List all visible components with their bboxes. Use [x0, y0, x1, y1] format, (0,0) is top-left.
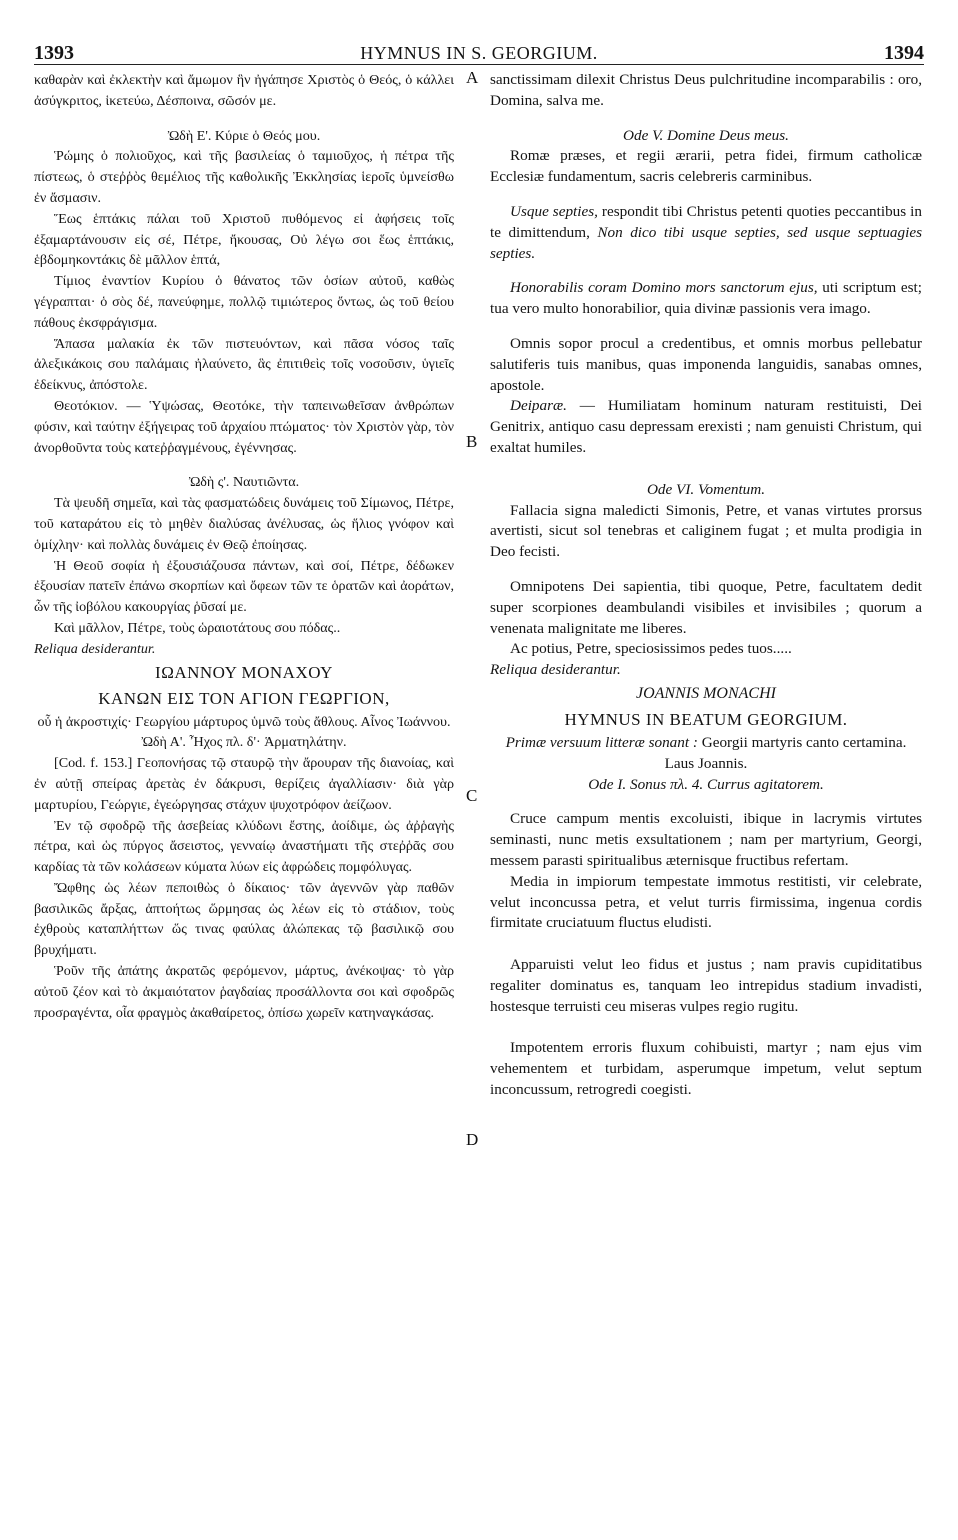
- latin-paragraph: [490, 202, 922, 264]
- running-title: HYMNUS IN S. GEORGIUM.: [360, 43, 598, 63]
- greek-paragraph: [Cod. f. 153.] Γεοπονήσας τῷ σταυρῷ τὴν ἄρουραν τῆς διανοίας, καὶ ἐν αὐτῇ σπείρας ἀρετὰς ἐν δάκρυσι, θερίζεις ἀγαλλίασιν· διὰ γὰρ μαρτυρίου, Γεώργιε, ἐγεώργησας στάχυν ψυχοτρόφον ἀείζωον.: [34, 755, 454, 813]
- right-page-number: 1394: [883, 42, 924, 64]
- latin-paragraph: Fallacia signa maledicti Simonis, Petre, et vanas virtutes prorsus avertisti, sicut sol tenebras et caliginem fugat ; et multa prodigia in Deo fecisti.: [490, 501, 922, 561]
- latin-paragraph: Impotentem erroris fluxum cohibuisti, martyr ; nam ejus vim vehementem et turbidam, asperumque impetum, velut septum inconcussum, retrogredi coegisti.: [490, 1039, 922, 1099]
- latin-paragraph: Media in impiorum tempestate immotus restitisti, vir celebrate, velut inconcussa petra, et velut turris firmissima, ingenua cordis firmitate cruciatuum fluctus eludisti.: [490, 872, 922, 932]
- latin-reliqua: Reliqua desiderantur.: [490, 661, 621, 679]
- latin-paragraph: [490, 396, 922, 458]
- greek-paragraph: Ῥοῦν τῆς ἀπάτης ἀκρατῶς φερόμενον, μάρτυς, ἀνέκοψας· τὸ γὰρ αὐτοῦ ζέον καὶ τὸ ἀκμαιότατον ῥαγδαίας προσάλλοντα σοι καὶ σφοδρῶς προσραγέντα, οἷα φραγμὸς ἀκαθαίρετος, ὀπίσω χωρεῖν κατηναγκάσας.: [34, 963, 454, 1021]
- latin-paragraph: sanctissimam dilexit Christus Deus pulchritudine incomparabilis : oro, Domina, salva me.: [490, 71, 922, 109]
- latin-hymn-title: HYMNUS IN BEATUM GEORGIUM.: [564, 709, 848, 729]
- margin-letter-d: D: [466, 1130, 479, 1149]
- greek-column: [34, 70, 454, 1023]
- margin-letter-b: B: [466, 432, 478, 451]
- latin-author-heading: JOANNIS MONACHI: [636, 684, 776, 702]
- latin-paragraph: Apparuisti velut leo fidus et justus ; nam pravis cupiditatibus regaliter dominatus es, tanquam leo intrepidus stadium invadisti, hostesque terruisti ceu miseras vulpes regio rugitu.: [490, 956, 922, 1015]
- greek-ode6-heading: Ὠδὴ ς'. Ναυτιῶντα.: [188, 474, 300, 491]
- latin-theotokion-label: Deiparæ.: [510, 397, 567, 415]
- latin-ode5-heading: Ode V. Domine Deus meus.: [623, 126, 789, 144]
- greek-author-heading: ΙΩΑΝΝΟΥ ΜΟΝΑΧΟΥ: [155, 662, 333, 682]
- greek-paragraph: Τὰ ψευδῆ σημεῖα, καὶ τὰς φασματώδεις δυνάμεις τοῦ Σίμωνος, Πέτρε, τοῦ καταράτου εἰς τὸ μηθὲν διαλύσας ἀνέλυσας, ὡς ἥλιος γνόφον καὶ ὁμίχλην· καὶ πολλὰς δυνάμεις ἐν Θεῷ ἐποίησας.: [34, 495, 454, 553]
- greek-paragraph: Ἅπασα μαλακία ἐκ τῶν πιστευόντων, καὶ πᾶσα νόσος ταῖς ἀλεξικάκοις σου παλάμαις ἠλαύνετο, ἃς ἐπιτιθεὶς τοῖς νοσοῦσιν, ὑγιεῖς ἐδείκνυς, ἀπόστολε.: [34, 335, 454, 394]
- margin-letter-c: C: [466, 786, 478, 805]
- latin-acrostic-text: Georgii martyris canto certamina. Laus Joannis.: [664, 733, 907, 772]
- latin-text: uti scriptum est; tua vero multo honorabilior, quia divinæ passionis vera imago.: [490, 279, 922, 318]
- greek-canon-title: ΚΑΝΩΝ ΕΙΣ ΤΟΝ ΑΓΙΟΝ ΓΕΩΡΓΙΟΝ,: [98, 688, 390, 708]
- page-header: [34, 30, 924, 65]
- greek-paragraph: Ἕως ἑπτάκις πάλαι τοῦ Χριστοῦ πυθόμενος εἰ ἀφήσεις τοῖς ἐξαμαρτάνουσιν εἰς σέ, Πέτρε, ἤκουσας, Οὐ λέγω σοι ἕως ἑπτάκις, ἑβδομηκοντάκις δὲ μᾶλλον ἑπτά,: [34, 210, 454, 269]
- latin-acrostic: [490, 733, 922, 775]
- greek-paragraph: καθαρὰν καὶ ἐκλεκτὴν καὶ ἄμωμον ἣν ἠγάπησε Χριστὸς ὁ Θεός, ὁ κάλλει ἀσύγκριτος, ἱκετεύω, Δέσποινα, σῶσόν με.: [34, 72, 454, 109]
- greek-paragraph: Ἡ Θεοῦ σοφία ἡ ἐξουσιάζουσα πάντων, καὶ σοί, Πέτρε, δέδωκεν ἐξουσίαν πατεῖν ἐπάνω σκορπίων καὶ ὄφεων τῶν τε ὁρατῶν καὶ ἀοράτων, ὧν τῆς ἰοβόλου κακουργίας ῥῦσαί με.: [34, 557, 454, 616]
- latin-incipit: Honorabilis coram Domino mors sanctorum ejus,: [510, 279, 818, 297]
- greek-paragraph: Καὶ μᾶλλον, Πέτρε, τοὺς ὡραιοτάτους σου πόδας..: [54, 619, 341, 636]
- latin-acrostic-label: Primæ versuum litteræ sonant :: [505, 733, 698, 751]
- latin-paragraph: Omnipotens Dei sapientia, tibi quoque, Petre, facultatem dedit super scorpiones deambulandi visibiles et invisibiles ; quorum a venenata malignitate me liberes.: [490, 577, 922, 637]
- latin-paragraph: Cruce campum mentis excoluisti, ibique in lacrymis virtutes seminasti, nunc metis exsultationem ; nam per martyrium, Georgi, messem parasti spiritualibus æternisque fructibus refertam.: [490, 810, 922, 869]
- latin-incipit: Usque septies,: [510, 202, 598, 220]
- margin-letter-a: A: [466, 68, 479, 87]
- greek-ode5-heading: Ὠδὴ Ε'. Κύριε ὁ Θεός μου.: [167, 127, 321, 144]
- latin-column: [490, 70, 922, 1101]
- greek-paragraph: Ὤφθης ὡς λέων πεποιθὼς ὁ δίκαιος· τῶν ἀγεννῶν γὰρ παθῶν βασιλικῶς ἄρξας, ἀπτοήτως ὥρμησας ὡς λέων εἰς τὸ στάδιον, τοὺς ἐχθροὺς καταπλήττων ὥς τινας φαύλας ἀλώπεκας τῷ βασιλικῷ σου βρυχήματι.: [34, 879, 454, 959]
- greek-paragraph: Ῥώμης ὁ πολιοῦχος, καὶ τῆς βασιλείας ὁ ταμιοῦχος, ἡ πέτρα τῆς πίστεως, ὁ στεῤῥὸς θεμέλιος τῆς καθολικῆς Ἐκκλησίας ἱεροῖς ὑμνείσθω ἐν ἄσμασιν.: [34, 148, 454, 206]
- latin-ode1-heading: Ode I. Sonus πλ. 4. Currus agitatorem.: [588, 775, 824, 793]
- latin-text: — Humiliatam hominum naturam restituisti, Dei Genitrix, antiquo casu depressam erexisti ; nam genuisti Christum, qui exaltat humiles.: [490, 397, 922, 456]
- latin-text: respondit tibi Christus petenti quoties peccantibus in te dimittendum,: [490, 202, 922, 241]
- latin-paragraph: Omnis sopor procul a credentibus, et omnis morbus pellebatur salutiferis tuis manibus, quas imponenda languidis, sanabas omnes, apostole.: [490, 334, 922, 394]
- latin-ode6-heading: Ode VI. Vomentum.: [646, 480, 766, 498]
- greek-paragraph: Τίμιος ἐναντίον Κυρίου ὁ θάνατος τῶν ὁσίων αὐτοῦ, καθὼς γέγραπται· ὁ σὸς δέ, πανεύφημε, πολλῷ τιμιώτερος ὄντως, ὡς τοῦ θείου πάθους ἐκσφράγισμα.: [34, 273, 454, 331]
- greek-paragraph: Ἐν τῷ σφοδρῷ τῆς ἀσεβείας κλύδωνι ἔστης, ἀοίδιμε, ὡς ἀῤῥαγὴς πέτρα, καὶ ὡς πύργος ἄσειστος, γενναίῳ ἀναστήματι τῆς στεῤῥᾶς σου καρδίας τὰ τῶν κολάσεων κύματα λύων εἰς ἀφρώδεις πομφόλυγας.: [34, 817, 454, 876]
- left-page-number: 1393: [34, 42, 74, 64]
- latin-paragraph: [490, 278, 922, 320]
- greek-reliqua: Reliqua desiderantur.: [34, 640, 156, 657]
- greek-acrostic: οὗ ἡ ἀκροστιχίς· Γεωργίου μάρτυρος ὑμνῶ τοὺς ἄθλους. Αἶνος Ἰωάννου.: [37, 713, 451, 730]
- latin-quotation: Non dico tibi usque septies, sed usque septuagies septies.: [490, 223, 922, 262]
- latin-paragraph: Romæ præses, et regii ærarii, petra fidei, firmum catholicæ Ecclesiæ fundamentum, sacris celebreris carminibus.: [490, 147, 922, 186]
- greek-ode1-heading: Ὠδὴ Α'. Ἦχος πλ. δ'· Ἁρματηλάτην.: [141, 734, 347, 751]
- greek-paragraph: Θεοτόκιον. — Ὑψώσας, Θεοτόκε, τὴν ταπεινωθεῖσαν ἀνθρώπων φύσιν, καὶ ταύτην ἐξήγειρας τοῦ ἀρχαίου πτώματος· τὸν Χριστὸν γὰρ, τὸν ἀνορθοῦντα τοὺς κατεῤῥαγμένους, ἐγέννησας.: [34, 397, 454, 456]
- latin-paragraph: Ac potius, Petre, speciosissimos pedes tuos.....: [510, 640, 792, 658]
